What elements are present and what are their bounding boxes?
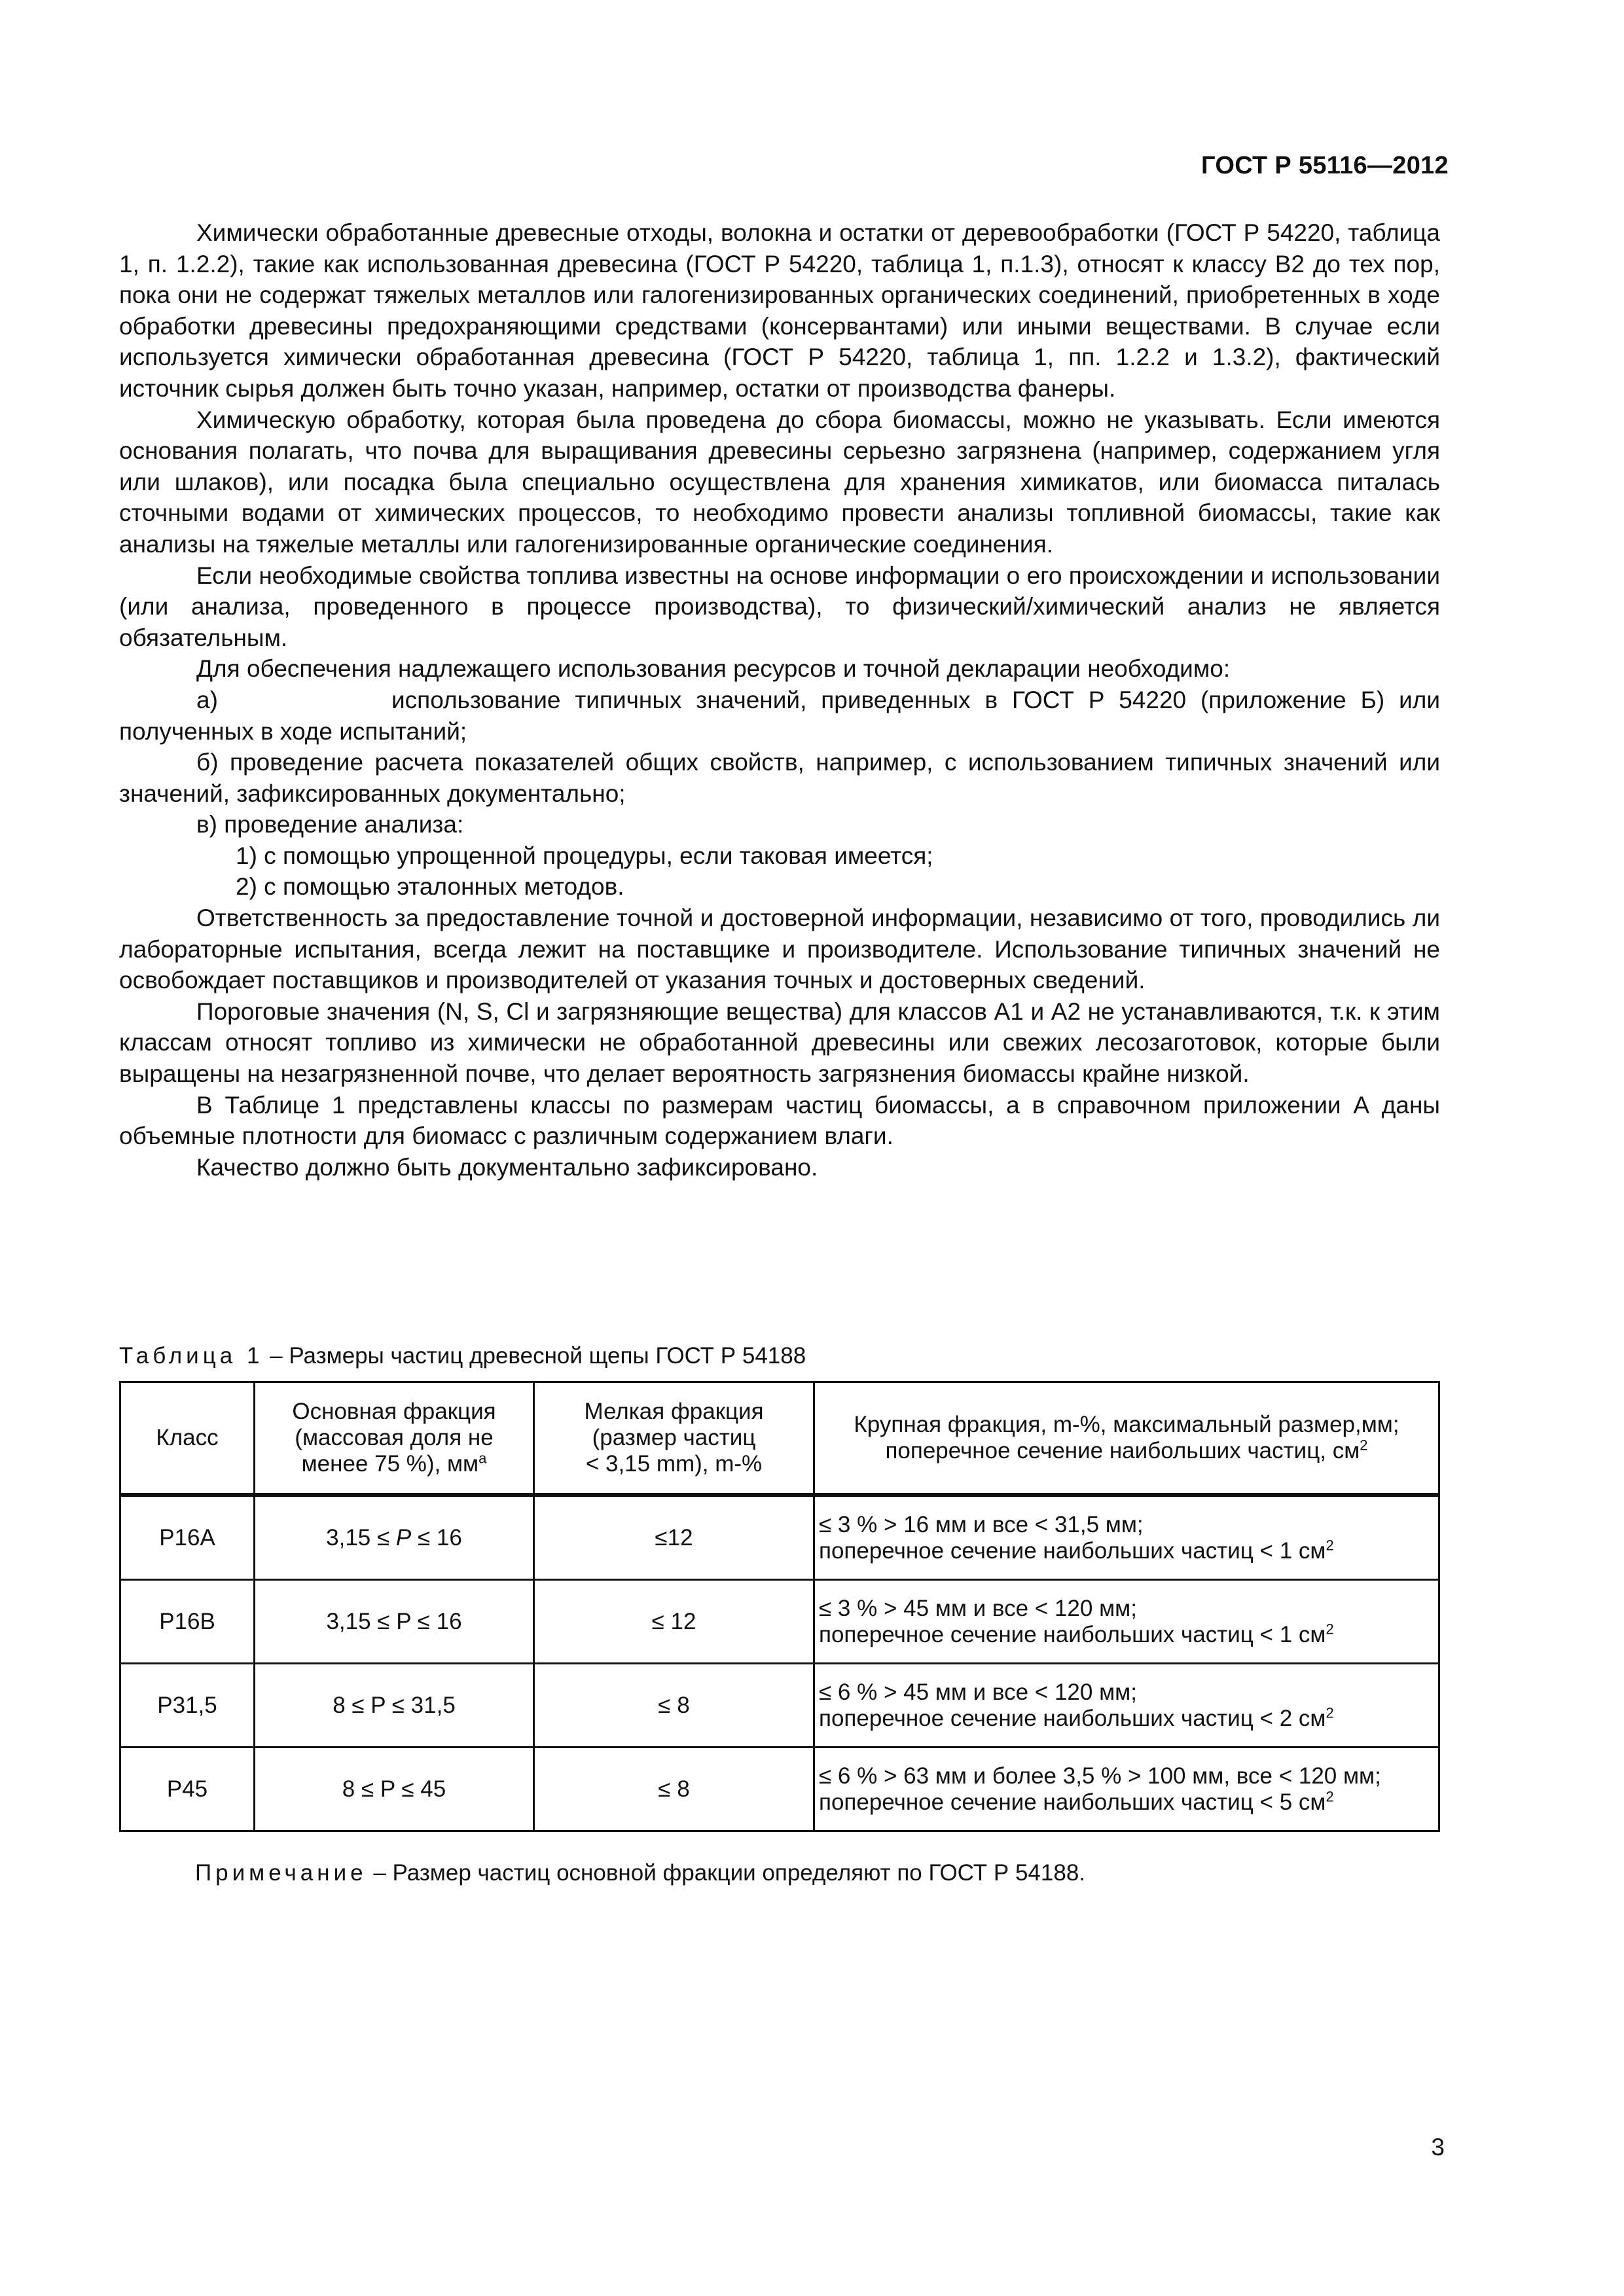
cell-fine-fraction: ≤12 [534,1495,814,1580]
paragraph: Ответственность за предоставление точной и достоверной информации, независимо от того, проводились ли лабораторные испытания, всегда лежит на поставщике и производителе. Использование типичных значений не освобождает поставщиков и производителей от указания точных и достоверных сведений. [119,905,1440,994]
cell-coarse-fraction [814,1664,1439,1748]
cell-text: 3,15 ≤ [326,1524,396,1551]
list-marker: а) [196,686,218,713]
cell-main-fraction: 3,15 ≤ P ≤ 16 [255,1580,534,1664]
header-coarse-fraction [814,1382,1439,1496]
document-header-id: ГОСТ Р 55116—2012 [1201,152,1449,179]
paragraph: Для обеспечения надлежащего использования ресурсов и точной декларации необходимо: [196,655,1231,683]
cell-main-fraction: 8 ≤ P ≤ 45 [255,1748,534,1831]
paragraph: В Таблице 1 представлены классы по размерам частиц биомассы, а в справочном приложении А даны объемные плотности для биомасс с различным содержанием влаги. [119,1091,1440,1150]
note-text: – Размер частиц основной фракции определяют по ГОСТ Р 54188. [367,1860,1086,1886]
cell-text: поперечное сечение наибольших частиц < 1 см [819,1537,1326,1564]
header-line: (массовая доля не [295,1425,494,1450]
page-number: 3 [1431,2134,1445,2161]
cell-coarse-fraction [814,1748,1439,1831]
cell-class: P16B [120,1580,255,1664]
paragraph: Пороговые значения (N, S, Cl и загрязняющие вещества) для классов А1 и А2 не устанавливаются, т.к. к этим классам относят топливо из химически не обработанной древесины или свежих лесозаготовок, которые были выращены на незагрязненной почве, что делает вероятность загрязнения биомассы крайне низкой. [119,997,1440,1088]
table-row [120,1580,1439,1664]
cell-fine-fraction: ≤ 8 [534,1748,814,1831]
footnote-marker: a [478,1450,487,1467]
cell-main-fraction [255,1495,534,1580]
header-line: Крупная фракция, m-%, максимальный размер,мм; [854,1412,1399,1437]
list-item-text: использование типичных значений, приведенных в ГОСТ Р 54220 (приложение Б) или полученных в ходе испытаний; [119,686,1440,745]
cell-coarse-fraction [814,1495,1439,1580]
header-fine-fraction [534,1382,814,1496]
cell-class: P45 [120,1748,255,1831]
table-note [195,1860,1085,1886]
header-line: Мелкая фракция [584,1399,764,1424]
cell-text: поперечное сечение наибольших частиц < 5 см [819,1789,1326,1815]
table-caption [119,1343,806,1369]
note-label: Примечание [195,1860,367,1886]
table-row [120,1495,1439,1580]
cell-text: ≤ 6 % > 63 мм и более 3,5 % > 100 мм, все < 120 мм; [819,1763,1381,1789]
cell-text: поперечное сечение наибольших частиц < 1 см [819,1621,1326,1647]
list-item-a [119,685,1440,747]
sub-list-item: 1) с помощью упрощенной процедуры, если таковая имеется; [236,842,933,869]
header-class: Класс [120,1382,255,1496]
header-line: < 3,15 mm), m-% [585,1451,763,1477]
superscript: 2 [1326,1536,1334,1553]
superscript: 2 [1326,1620,1334,1637]
cell-text: P [395,1524,412,1551]
paragraph: Качество должно быть документально зафиксировано. [196,1153,818,1181]
sub-list-item: 2) с помощью эталонных методов. [236,873,624,901]
table-row [120,1664,1439,1748]
cell-text: ≤ 3 % > 45 мм и все < 120 мм; [819,1595,1137,1621]
header-line: Основная фракция [292,1399,496,1424]
particle-size-table [119,1381,1440,1832]
cell-fine-fraction: ≤ 8 [534,1664,814,1748]
superscript: 2 [1326,1787,1334,1804]
cell-main-fraction: 8 ≤ P ≤ 31,5 [255,1664,534,1748]
paragraph: Если необходимые свойства топлива известны на основе информации о его происхождении и использовании (или анализа, проведенного в процессе производства), то физический/химический анализ не является обязательным. [119,562,1440,651]
cell-class: P16A [120,1495,255,1580]
header-line: менее 75 %), мм [301,1451,479,1477]
header-line: (размер частиц [592,1425,756,1450]
table-header-row [120,1382,1439,1496]
paragraph: Химически обработанные древесные отходы, волокна и остатки от деревообработки (ГОСТ Р 54220, таблица 1, п. 1.2.2), такие как использованная древесина (ГОСТ Р 54220, таблица 1, п.1.3), относят к классу В2 до тех пор, пока они не содержат тяжелых металлов или галогенизированных органических соединений, приобретенных в ходе обработки древесины предохраняющими средствами (консервантами) или иными веществами. В случае если используется химически обработанная древесина (ГОСТ Р 54220, таблица 1, пп. 1.2.2 и 1.3.2), фактический источник сырья должен быть точно указан, например, остатки от производства фанеры. [119,219,1440,402]
list-item-c: в) проведение анализа: [196,811,464,838]
list-item-b: б) проведение расчета показателей общих свойств, например, с использованием типичных значений или значений, зафиксированных документально; [119,749,1440,807]
table-row [120,1748,1439,1831]
cell-class: P31,5 [120,1664,255,1748]
document-body [119,217,1440,1183]
cell-fine-fraction: ≤ 12 [534,1580,814,1664]
paragraph: Химическую обработку, которая была проведена до сбора биомассы, можно не указывать. Если имеются основания полагать, что почва для выращивания древесины серьезно загрязнена (например, содержанием угля или шлаков), или посадка была специально осуществлена для хранения химикатов, или биомасса питалась сточными водами от химических процессов, то необходимо провести анализы топливной биомассы, такие как анализы на тяжелые металлы или галогенизированные органические соединения. [119,406,1440,558]
header-main-fraction [255,1382,534,1496]
header-line: поперечное сечение наибольших частиц, см [885,1438,1360,1463]
cell-text: ≤ 6 % > 45 мм и все < 120 мм; [819,1679,1137,1705]
cell-text: ≤ 16 [411,1524,462,1551]
cell-text: ≤ 3 % > 16 мм и все < 31,5 мм; [819,1511,1144,1537]
cell-text: поперечное сечение наибольших частиц < 2 см [819,1705,1326,1731]
table-caption-label: Таблица 1 [119,1343,264,1369]
superscript: 2 [1326,1704,1334,1721]
superscript: 2 [1360,1437,1368,1454]
table-caption-text: – Размеры частиц древесной щепы ГОСТ Р 54188 [263,1343,806,1369]
cell-coarse-fraction [814,1580,1439,1664]
